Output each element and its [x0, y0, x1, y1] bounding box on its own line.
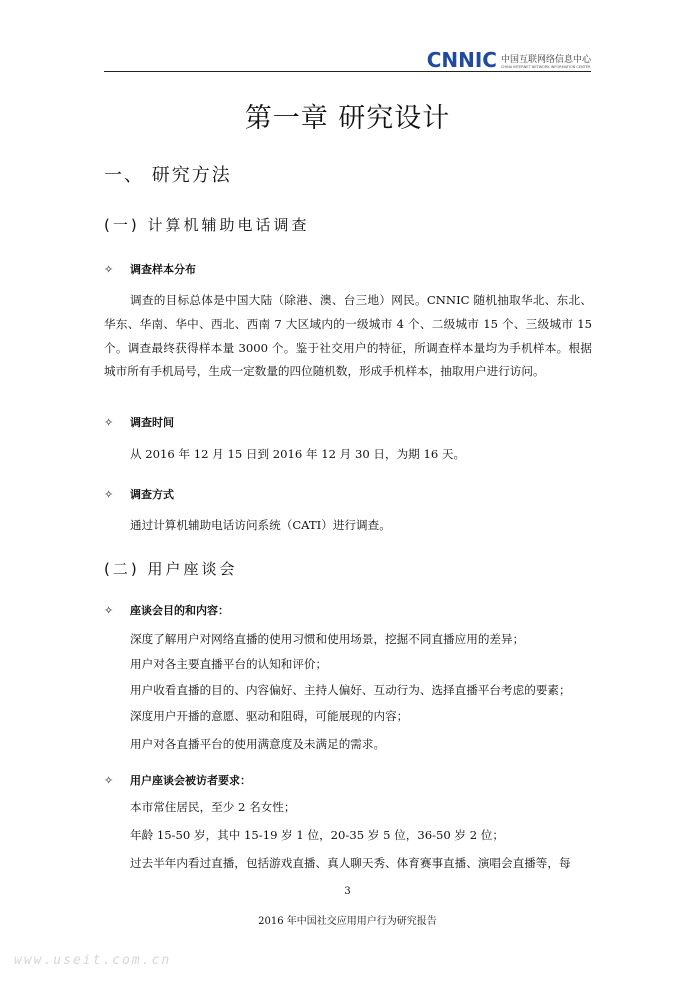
subsection-heading-focus-group: (二) 用户座谈会: [104, 560, 238, 578]
bullet-focus-group-purpose: [104, 602, 229, 618]
diamond-bullet-icon: ✧: [104, 603, 114, 617]
bullet-title: 用户座谈会被访者要求：: [130, 774, 251, 787]
chapter-title: 第一章 研究设计: [244, 103, 451, 134]
bullet-title: 调查样本分布: [130, 263, 196, 276]
bullet-title: 调查方式: [130, 488, 174, 501]
list-item: 年龄 15-50 岁，其中 15-19 岁 1 位，20-35 岁 5 位，36-50 岁 2 位；: [130, 828, 504, 842]
cnnic-logo: CNNIC: [426, 48, 497, 72]
bullet-title: 调查时间: [130, 416, 174, 429]
diamond-bullet-icon: ✧: [104, 262, 114, 276]
list-item: 用户收看直播的目的、内容偏好、主持人偏好、互动行为、选择直播平台考虑的要素；: [130, 683, 571, 697]
paragraph-survey-method: 通过计算机辅助电话访问系统（CATI）进行调查。: [130, 518, 391, 532]
bullet-survey-method: [104, 486, 174, 502]
bullet-sample-distribution: [104, 261, 196, 277]
bullet-respondent-requirements: [104, 772, 251, 788]
section-heading-methods: 一、 研究方法: [104, 165, 232, 186]
header-logo: [427, 48, 591, 72]
list-item: 深度用户开播的意愿、驱动和阻碍，可能展现的内容；: [130, 709, 409, 723]
paragraph-survey-time: 从 2016 年 12 月 15 日到 2016 年 12 月 30 日，为期 16 天。: [130, 447, 466, 461]
diamond-bullet-icon: ✧: [104, 773, 114, 787]
paragraph-sample-distribution: 调查的目标总体是中国大陆（除港、澳、台三地）网民。CNNIC 随机抽取华北、东北、华东、华南、华中、西北、西南 7 大区域内的一级城市 4 个、二级城市 15 个、三级城市 15 个。调查最终获得样本量 3000 个。鉴于社交用户的特征，所调查样本量均为手机样本。根据城市所有手机局号，生成一定数量的四位随机数，形成手机样本，抽取用户进行访问。: [104, 293, 592, 379]
list-item: 本市常住居民，至少 2 名女性；: [130, 800, 296, 814]
list-item: 深度了解用户对网络直播的使用习惯和使用场景，挖掘不同直播应用的差异；: [130, 632, 525, 646]
list-item: 用户对各主要直播平台的认知和评价；: [130, 657, 328, 671]
watermark: www.useit.com.cn: [14, 953, 172, 968]
diamond-bullet-icon: ✧: [104, 487, 114, 501]
header-rule: [104, 71, 591, 72]
report-footer: 2016 年中国社交应用用户行为研究报告: [258, 916, 437, 927]
bullet-title: 座谈会目的和内容：: [130, 604, 229, 617]
logo-chinese-name: 中国互联网络信息中心: [500, 54, 591, 65]
bullet-survey-time: [104, 414, 174, 430]
page-number: 3: [344, 886, 351, 897]
diamond-bullet-icon: ✧: [104, 415, 114, 429]
subsection-heading-cati: (一) 计算机辅助电话调查: [104, 216, 310, 234]
logo-english-name: CHINA INTERNET NETWORK INFORMATION CENTER: [500, 64, 591, 69]
list-item: 用户对各直播平台的使用满意度及未满足的需求。: [130, 737, 386, 751]
list-item: 过去半年内看过直播，包括游戏直播、真人聊天秀、体育赛事直播、演唱会直播等，每: [130, 856, 571, 870]
